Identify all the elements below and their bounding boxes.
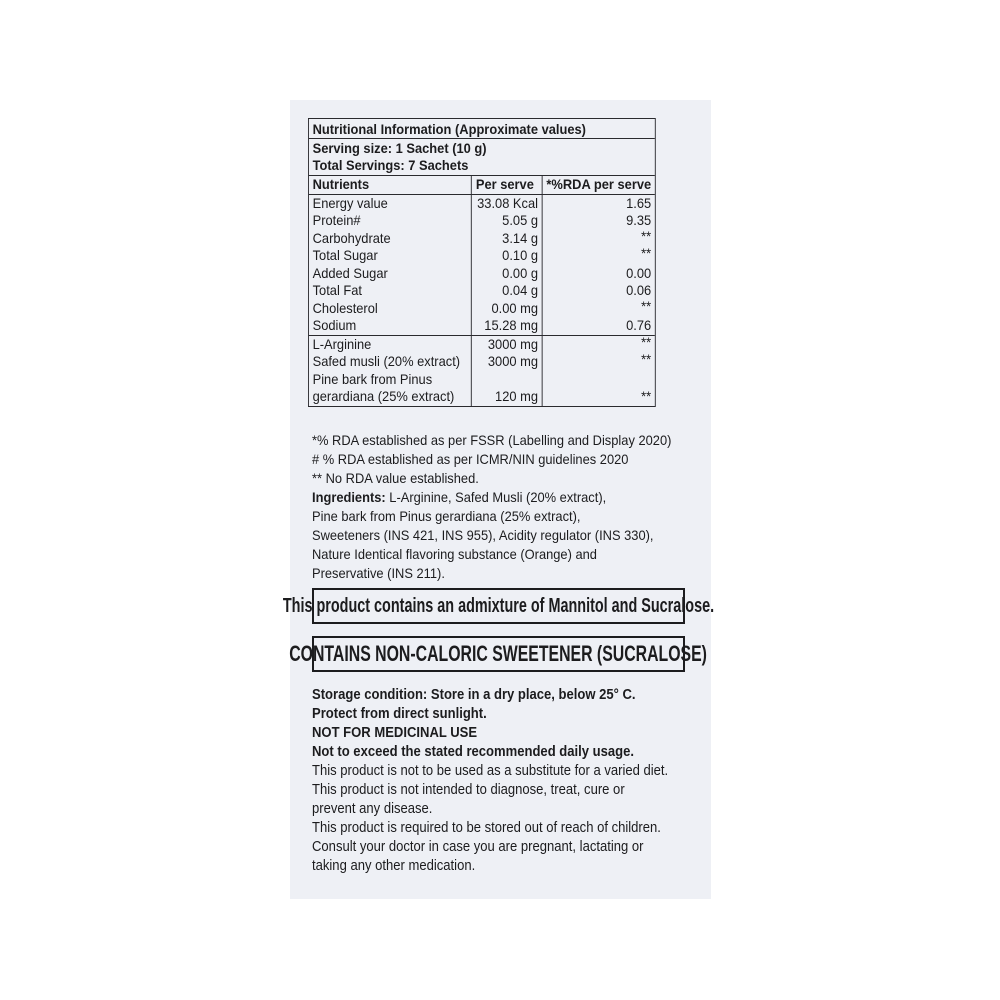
- nutrient-name: Added Sugar: [309, 265, 472, 283]
- table-row: [309, 282, 655, 300]
- table-row: [309, 371, 655, 406]
- nutrient-per-serve: 0.10 g: [472, 247, 543, 265]
- nutrient-per-serve: 0.04 g: [472, 282, 543, 300]
- nutrient-name: Energy value: [309, 195, 472, 213]
- mannitol-sucralose-notice: [282, 588, 715, 624]
- nutrient-rda: 0.76: [626, 317, 652, 333]
- nutrient-name: [309, 371, 472, 406]
- storage-line: Storage condition: Store in a dry place, below 25° C.: [312, 687, 636, 703]
- nutrient-name: Protein#: [309, 212, 472, 230]
- table-row: [309, 227, 655, 248]
- footnote: *% RDA established as per FSSR (Labelling and Display 2020): [312, 432, 672, 448]
- table-row: [309, 333, 655, 354]
- nutrient-per-serve: [472, 371, 543, 406]
- table-row: [309, 247, 655, 265]
- footnote: ** No RDA value established.: [312, 470, 479, 486]
- warning-line: This product is not intended to diagnose, treat, cure or: [312, 782, 625, 798]
- notice-text: This product contains an admixture of Mannitol and Sucralose.: [282, 594, 715, 617]
- serving-size: Serving size: 1 Sachet (10 g): [312, 140, 487, 156]
- nutrient-rda: **: [641, 333, 652, 350]
- nutrient-rda: 0.00: [626, 264, 652, 281]
- storage-line: Not to exceed the stated recommended daily usage.: [312, 744, 635, 760]
- nutrient-name: L-Arginine: [309, 336, 472, 354]
- nutrient-per-serve: 3000 mg: [472, 353, 543, 371]
- nutrient-name: Total Sugar: [309, 247, 472, 265]
- table-row: [309, 353, 655, 371]
- storage-and-warnings: [312, 686, 690, 876]
- ingredients-label: Ingredients:: [312, 489, 386, 505]
- table-row: [309, 317, 655, 336]
- notice-text: CONTAINS NON-CALORIC SWEETENER (SUCRALOSE): [289, 641, 708, 666]
- nutrition-table-title: Nutritional Information (Approximate values): [309, 119, 655, 139]
- nutrient-per-serve: 0.00 g: [472, 265, 543, 283]
- ingredients-text: L-Arginine, Safed Musli (20% extract),: [385, 489, 607, 505]
- nutrient-name: Carbohydrate: [309, 230, 472, 248]
- warning-line: prevent any disease.: [312, 801, 433, 817]
- warning-line: Consult your doctor in case you are pregnant, lactating or: [312, 839, 644, 855]
- nutrition-table: [308, 118, 656, 407]
- nutrient-per-serve: 0.00 mg: [472, 300, 543, 318]
- table-row: [309, 265, 655, 283]
- header-per-serve: Per serve: [472, 176, 543, 194]
- warning-line: taking any other medication.: [312, 858, 476, 874]
- nutrient-rda: **: [641, 351, 652, 367]
- ingredients-line: Pine bark from Pinus gerardiana (25% extract),: [312, 508, 581, 524]
- nutrient-name-line: Pine bark from Pinus: [312, 370, 433, 387]
- nutrient-name-line: gerardiana (25% extract): [312, 388, 455, 404]
- ingredients-line: Nature Identical flavoring substance (Orange) and: [312, 546, 597, 562]
- nutrient-rda: 9.35: [626, 212, 652, 228]
- nutrient-rda: **: [641, 227, 652, 244]
- header-nutrients: Nutrients: [309, 176, 472, 194]
- footnote: # % RDA established as per ICMR/NIN guidelines 2020: [312, 451, 629, 467]
- product-label-panel: [282, 100, 715, 899]
- rda-value: **: [641, 388, 652, 404]
- footnotes: [312, 431, 671, 583]
- nutrient-name: Safed musli (20% extract): [309, 353, 472, 371]
- table-header-row: [309, 176, 655, 195]
- nutrient-rda: 1.65: [626, 194, 652, 211]
- serving-info: [309, 139, 655, 176]
- sweetener-notice: [289, 636, 708, 672]
- nutrient-per-serve: 3000 mg: [472, 336, 543, 354]
- nutrient-name: Total Fat: [309, 282, 472, 300]
- nutrient-rda: **: [641, 297, 652, 314]
- warning-line: This product is not to be used as a substitute for a varied diet.: [312, 763, 669, 779]
- nutrient-per-serve: 15.28 mg: [472, 317, 543, 335]
- ingredients-line: Preservative (INS 211).: [312, 565, 445, 581]
- table-row: [309, 195, 655, 213]
- total-servings: Total Servings: 7 Sachets: [312, 157, 469, 173]
- storage-line: NOT FOR MEDICINAL USE: [312, 725, 478, 741]
- nutrient-rda: **: [641, 245, 652, 261]
- table-row: [309, 212, 655, 230]
- per-serve-value: 120 mg: [495, 388, 538, 404]
- nutrient-name: Sodium: [309, 317, 472, 335]
- table-row: [309, 297, 655, 318]
- nutrient-per-serve: 3.14 g: [472, 230, 543, 248]
- header-rda: *%RDA per serve: [546, 176, 652, 192]
- nutrient-name: Cholesterol: [309, 300, 472, 318]
- ingredients-line: [312, 488, 671, 507]
- ingredients-line: Sweeteners (INS 421, INS 955), Acidity regulator (INS 330),: [312, 527, 654, 543]
- warning-line: This product is required to be stored out of reach of children.: [312, 820, 661, 836]
- nutrient-rda: [543, 371, 655, 406]
- nutrient-per-serve: 5.05 g: [472, 212, 543, 230]
- storage-line: Protect from direct sunlight.: [312, 706, 487, 722]
- nutrient-per-serve: 33.08 Kcal: [472, 195, 543, 213]
- nutrient-rda: 0.06: [626, 282, 652, 298]
